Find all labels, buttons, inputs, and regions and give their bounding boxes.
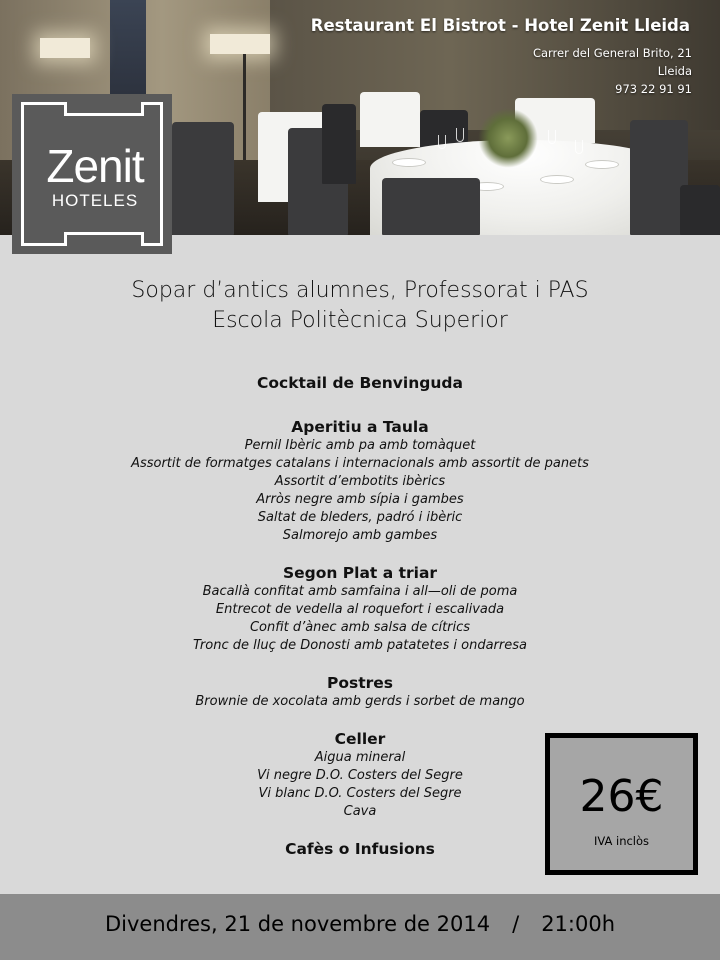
event-date: Divendres, 21 de novembre de 2014 bbox=[104, 912, 491, 936]
section-title-aperitiu: Aperitiu a Taula bbox=[291, 418, 429, 436]
menu-item: Entrecot de vedella al roquefort i escalivada bbox=[215, 602, 505, 617]
menu-item: Pernil Ibèric amb pa amb tomàquet bbox=[244, 438, 476, 453]
price-box bbox=[545, 733, 698, 875]
menu-section-aperitiu bbox=[0, 417, 720, 545]
address-city: Lleida bbox=[657, 64, 692, 78]
photo-glass bbox=[575, 140, 583, 154]
menu-item: Cava bbox=[343, 804, 377, 819]
photo-glass bbox=[456, 128, 464, 142]
price-amount: 26€ bbox=[579, 771, 664, 822]
price-tax-note: IVA inclòs bbox=[593, 834, 650, 848]
logo-subtitle: HOTELES bbox=[51, 191, 139, 210]
hotel-address bbox=[492, 44, 692, 98]
photo-lamp bbox=[210, 34, 270, 54]
event-title-line2: Escola Politècnica Superior bbox=[212, 308, 508, 333]
section-title-postres: Postres bbox=[326, 674, 394, 692]
menu-item: Tronc de lluç de Donosti amb patatetes i ondarresa bbox=[192, 638, 527, 653]
photo-glass bbox=[438, 135, 446, 149]
photo-chair bbox=[322, 104, 356, 184]
logo-frame bbox=[21, 102, 163, 246]
menu-item: Vi blanc D.O. Costers del Segre bbox=[258, 786, 462, 801]
event-title bbox=[0, 276, 720, 336]
photo-chair bbox=[382, 178, 480, 235]
menu-item: Bacallà confitat amb samfaina i all—oli de poma bbox=[202, 584, 518, 599]
photo-table bbox=[360, 92, 420, 147]
section-title-celler: Celler bbox=[334, 730, 386, 748]
logo-notch-top bbox=[64, 102, 144, 116]
menu-item: Salmorejo amb gambes bbox=[282, 528, 438, 543]
menu-item: Assortit d’embotits ibèrics bbox=[274, 474, 446, 489]
menu-item: Arròs negre amb sípia i gambes bbox=[256, 492, 464, 507]
section-title-segon: Segon Plat a triar bbox=[282, 564, 438, 582]
menu-item: Assortit de formatges catalans i internacionals amb assortit de panets bbox=[131, 456, 589, 471]
zenit-logo bbox=[12, 94, 172, 254]
footer-bar bbox=[0, 894, 720, 960]
photo-chair bbox=[172, 122, 234, 235]
hotel-name: Restaurant El Bistrot - Hotel Zenit Lleida bbox=[310, 16, 690, 35]
photo-plate bbox=[540, 175, 574, 184]
logo-brand: Zenit bbox=[46, 140, 144, 192]
footer-text bbox=[0, 912, 720, 936]
menu-item: Brownie de xocolata amb gerds i sorbet de mango bbox=[195, 694, 525, 709]
price-inner bbox=[550, 738, 693, 870]
address-street: Carrer del General Brito, 21 bbox=[532, 46, 692, 60]
section-title-cafes: Cafès o Infusions bbox=[285, 840, 435, 858]
photo-glass bbox=[548, 130, 556, 144]
event-time: 21:00h bbox=[541, 912, 616, 936]
photo-plate bbox=[585, 160, 619, 169]
menu-section-cocktail bbox=[0, 373, 720, 393]
logo-notch-bottom bbox=[64, 232, 144, 246]
menu-item: Saltat de bleders, padró i ibèric bbox=[257, 510, 463, 525]
photo-plate bbox=[392, 158, 426, 167]
photo-lamp bbox=[40, 38, 90, 58]
event-title-line1: Sopar d’antics alumnes, Professorat i PAS bbox=[131, 278, 589, 303]
section-title-cocktail: Cocktail de Benvinguda bbox=[257, 374, 463, 392]
menu-item: Vi negre D.O. Costers del Segre bbox=[257, 768, 463, 783]
phone-number: 973 22 91 91 bbox=[615, 82, 692, 96]
photo-centerpiece bbox=[478, 108, 538, 168]
menu-item: Aigua mineral bbox=[314, 750, 406, 765]
date-time-separator: / bbox=[512, 912, 520, 936]
menu-section-segon bbox=[0, 563, 720, 655]
menu-item: Confit d’ànec amb salsa de cítrics bbox=[249, 620, 471, 635]
menu-section-postres bbox=[0, 673, 720, 711]
photo-chair bbox=[680, 185, 720, 235]
